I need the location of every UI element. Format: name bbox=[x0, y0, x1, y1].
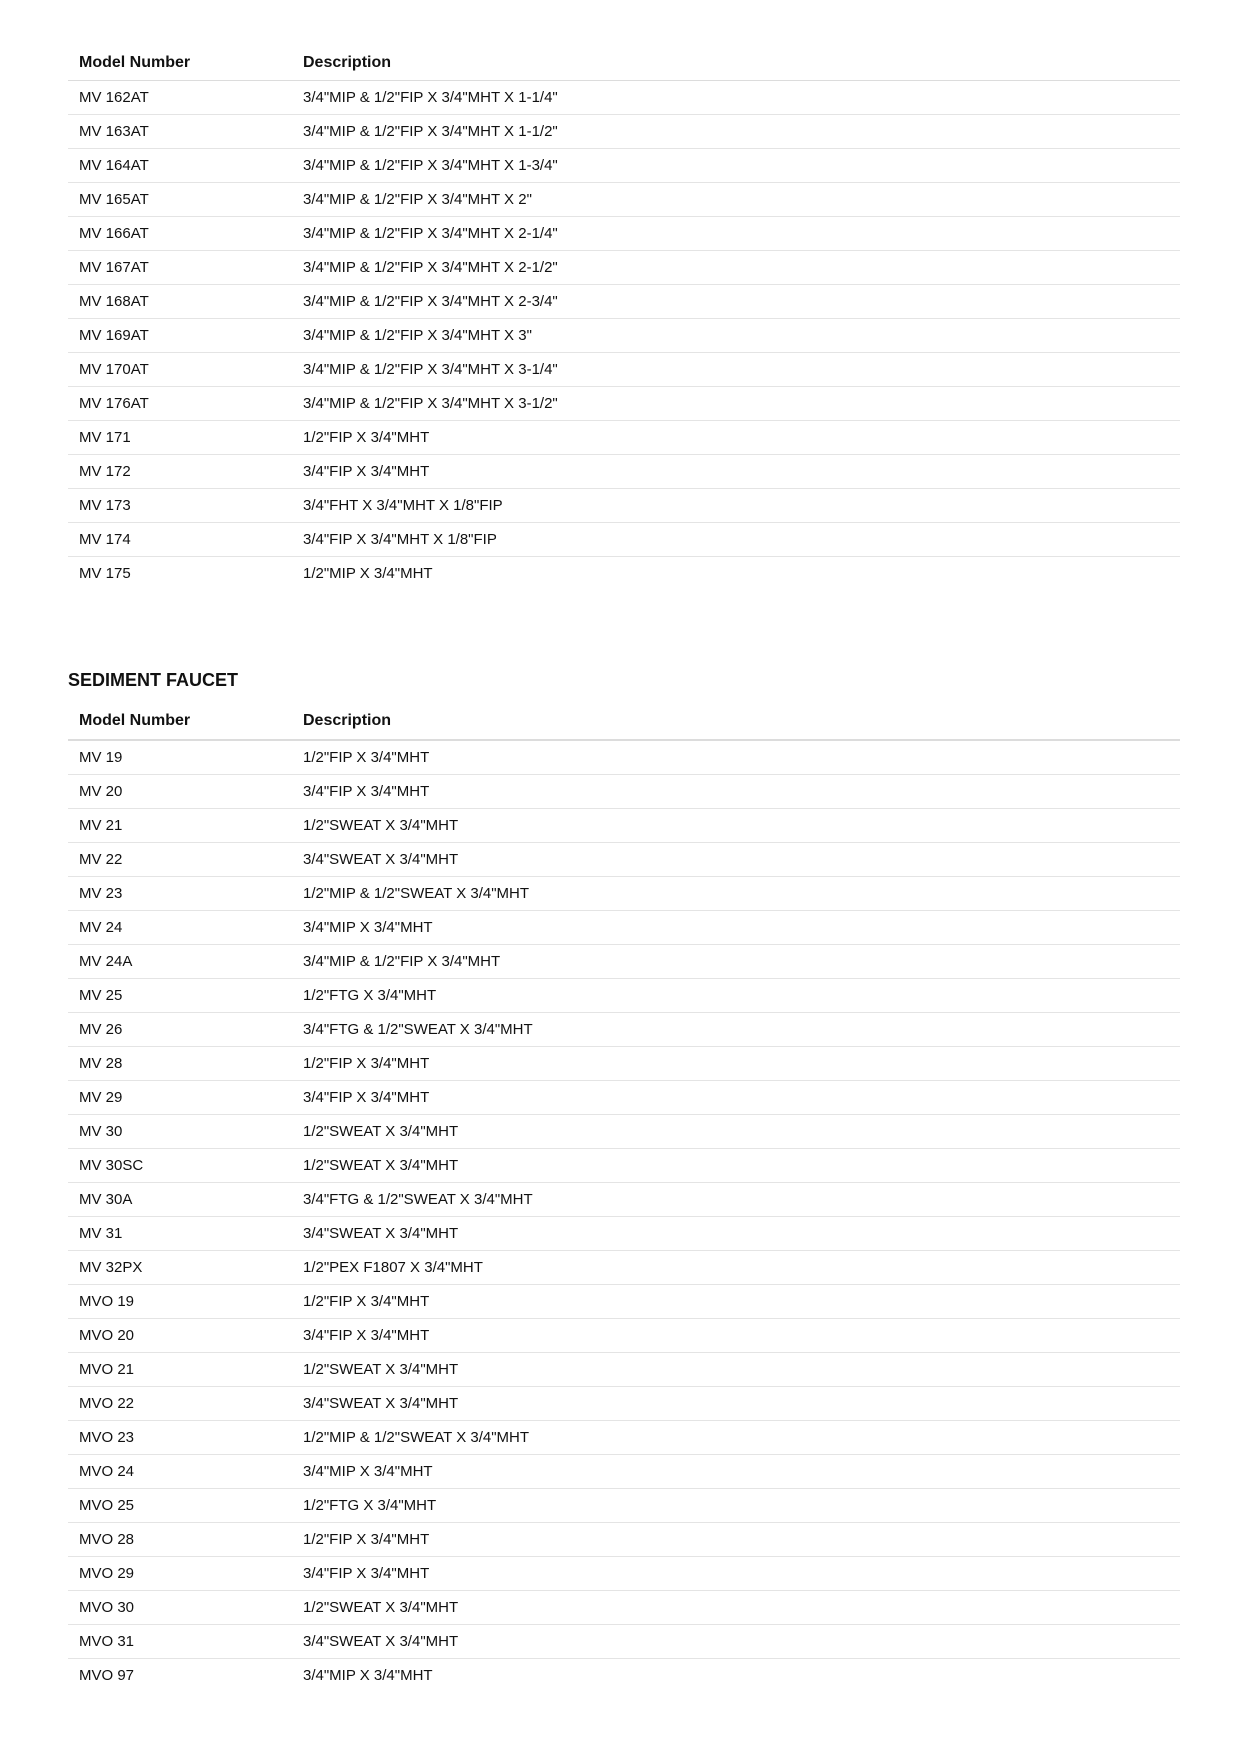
table-row bbox=[68, 843, 1180, 877]
model-number-cell: MV 30 bbox=[68, 1115, 292, 1149]
table-row bbox=[68, 81, 1180, 115]
model-number-cell: MV 169AT bbox=[68, 319, 292, 353]
model-number-cell: MV 25 bbox=[68, 979, 292, 1013]
model-number-cell: MV 171 bbox=[68, 421, 292, 455]
model-number-cell: MV 26 bbox=[68, 1013, 292, 1047]
table-row bbox=[68, 1625, 1180, 1659]
document-page bbox=[68, 46, 1180, 1692]
description-header: Description bbox=[292, 703, 1180, 740]
model-number-cell: MV 32PX bbox=[68, 1251, 292, 1285]
description-cell: 3/4"FIP X 3/4"MHT bbox=[292, 1081, 1180, 1115]
table-row bbox=[68, 1285, 1180, 1319]
table-row bbox=[68, 1591, 1180, 1625]
model-number-cell: MV 168AT bbox=[68, 285, 292, 319]
model-number-cell: MVO 24 bbox=[68, 1455, 292, 1489]
description-cell: 3/4"FHT X 3/4"MHT X 1/8"FIP bbox=[292, 489, 1180, 523]
table-header-row bbox=[68, 46, 1180, 81]
model-number-cell: MV 20 bbox=[68, 775, 292, 809]
description-cell: 3/4"MIP & 1/2"FIP X 3/4"MHT X 2-3/4" bbox=[292, 285, 1180, 319]
model-number-header: Model Number bbox=[68, 46, 292, 81]
table-row bbox=[68, 455, 1180, 489]
description-cell: 3/4"SWEAT X 3/4"MHT bbox=[292, 1217, 1180, 1251]
model-number-cell: MV 19 bbox=[68, 740, 292, 775]
model-number-cell: MVO 23 bbox=[68, 1421, 292, 1455]
description-cell: 1/2"FIP X 3/4"MHT bbox=[292, 1047, 1180, 1081]
description-cell: 3/4"FTG & 1/2"SWEAT X 3/4"MHT bbox=[292, 1013, 1180, 1047]
model-number-cell: MV 173 bbox=[68, 489, 292, 523]
description-cell: 1/2"SWEAT X 3/4"MHT bbox=[292, 1353, 1180, 1387]
model-number-cell: MVO 30 bbox=[68, 1591, 292, 1625]
table-row bbox=[68, 1489, 1180, 1523]
description-cell: 3/4"MIP & 1/2"FIP X 3/4"MHT X 3-1/2" bbox=[292, 387, 1180, 421]
description-cell: 3/4"MIP & 1/2"FIP X 3/4"MHT X 1-3/4" bbox=[292, 149, 1180, 183]
description-header: Description bbox=[292, 46, 1180, 81]
table-row bbox=[68, 285, 1180, 319]
table-row bbox=[68, 1183, 1180, 1217]
model-number-cell: MV 29 bbox=[68, 1081, 292, 1115]
model-number-cell: MV 23 bbox=[68, 877, 292, 911]
model-number-cell: MVO 20 bbox=[68, 1319, 292, 1353]
description-cell: 3/4"MIP & 1/2"FIP X 3/4"MHT X 1-1/2" bbox=[292, 115, 1180, 149]
description-cell: 1/2"MIP & 1/2"SWEAT X 3/4"MHT bbox=[292, 1421, 1180, 1455]
table-row bbox=[68, 740, 1180, 775]
table-row bbox=[68, 1217, 1180, 1251]
table-row bbox=[68, 353, 1180, 387]
model-number-cell: MV 174 bbox=[68, 523, 292, 557]
table-row bbox=[68, 489, 1180, 523]
description-cell: 3/4"FTG & 1/2"SWEAT X 3/4"MHT bbox=[292, 1183, 1180, 1217]
model-number-cell: MV 162AT bbox=[68, 81, 292, 115]
description-cell: 1/2"PEX F1807 X 3/4"MHT bbox=[292, 1251, 1180, 1285]
table-row bbox=[68, 775, 1180, 809]
model-table bbox=[68, 46, 1180, 590]
model-number-cell: MV 175 bbox=[79, 565, 131, 582]
model-number-cell: MV 31 bbox=[68, 1217, 292, 1251]
model-number-cell: MVO 29 bbox=[68, 1557, 292, 1591]
section-title-sediment-faucet: SEDIMENT FAUCET bbox=[68, 670, 239, 690]
description-cell: 1/2"FIP X 3/4"MHT bbox=[292, 1285, 1180, 1319]
model-number-cell: MV 166AT bbox=[68, 217, 292, 251]
table-row bbox=[68, 183, 1180, 217]
table-row bbox=[68, 877, 1180, 911]
description-cell: 3/4"FIP X 3/4"MHT X 1/8"FIP bbox=[292, 523, 1180, 557]
model-number-cell: MV 24A bbox=[68, 945, 292, 979]
description-cell: 3/4"FIP X 3/4"MHT bbox=[292, 775, 1180, 809]
table-row bbox=[68, 911, 1180, 945]
description-cell: 3/4"MIP & 1/2"FIP X 3/4"MHT bbox=[292, 945, 1180, 979]
description-cell: 1/2"SWEAT X 3/4"MHT bbox=[292, 1149, 1180, 1183]
description-cell: 1/2"FTG X 3/4"MHT bbox=[292, 1489, 1180, 1523]
sediment-faucet-table-body bbox=[68, 740, 1180, 1692]
description-cell: 3/4"MIP & 1/2"FIP X 3/4"MHT X 3" bbox=[292, 319, 1180, 353]
table-row bbox=[68, 319, 1180, 353]
table-row bbox=[68, 251, 1180, 285]
table-row bbox=[68, 1251, 1180, 1285]
model-number-cell: MV 24 bbox=[68, 911, 292, 945]
table-row bbox=[68, 523, 1180, 557]
model-number-header: Model Number bbox=[68, 703, 292, 740]
model-number-cell: MV 176AT bbox=[68, 387, 292, 421]
table-row bbox=[68, 557, 1180, 591]
table-row bbox=[68, 1557, 1180, 1591]
model-number-cell: MVO 19 bbox=[68, 1285, 292, 1319]
description-cell: 1/2"FIP X 3/4"MHT bbox=[292, 421, 1180, 455]
table-row bbox=[68, 1115, 1180, 1149]
model-number-cell: MV 167AT bbox=[68, 251, 292, 285]
model-number-cell: MV 22 bbox=[68, 843, 292, 877]
table-row bbox=[68, 1149, 1180, 1183]
table-row bbox=[68, 1047, 1180, 1081]
model-number-cell: MVO 25 bbox=[68, 1489, 292, 1523]
model-number-cell: MVO 22 bbox=[68, 1387, 292, 1421]
model-table-body bbox=[68, 81, 1180, 591]
description-cell: 1/2"SWEAT X 3/4"MHT bbox=[292, 1591, 1180, 1625]
description-cell: 3/4"FIP X 3/4"MHT bbox=[292, 1319, 1180, 1353]
description-cell: 1/2"MIP X 3/4"MHT bbox=[303, 565, 433, 582]
model-number-cell: MVO 21 bbox=[68, 1353, 292, 1387]
model-number-cell: MV 28 bbox=[68, 1047, 292, 1081]
table-row bbox=[68, 1013, 1180, 1047]
model-number-cell: MV 30SC bbox=[68, 1149, 292, 1183]
sediment-faucet-table bbox=[68, 703, 1180, 1692]
table-row bbox=[68, 809, 1180, 843]
model-number-cell: MVO 31 bbox=[68, 1625, 292, 1659]
model-number-cell: MVO 28 bbox=[68, 1523, 292, 1557]
description-cell: 1/2"FIP X 3/4"MHT bbox=[292, 1523, 1180, 1557]
table-row bbox=[68, 1421, 1180, 1455]
table-header-row bbox=[68, 703, 1180, 740]
description-cell: 3/4"MIP & 1/2"FIP X 3/4"MHT X 2" bbox=[292, 183, 1180, 217]
description-cell: 3/4"MIP X 3/4"MHT bbox=[292, 1455, 1180, 1489]
description-cell: 1/2"FTG X 3/4"MHT bbox=[292, 979, 1180, 1013]
table-row bbox=[68, 1455, 1180, 1489]
description-cell: 1/2"FIP X 3/4"MHT bbox=[292, 740, 1180, 775]
table-row bbox=[68, 979, 1180, 1013]
description-cell: 3/4"SWEAT X 3/4"MHT bbox=[292, 1625, 1180, 1659]
table-row bbox=[68, 149, 1180, 183]
description-cell: 3/4"SWEAT X 3/4"MHT bbox=[292, 843, 1180, 877]
description-cell: 3/4"MIP & 1/2"FIP X 3/4"MHT X 1-1/4" bbox=[292, 81, 1180, 115]
description-cell: 3/4"MIP & 1/2"FIP X 3/4"MHT X 3-1/4" bbox=[292, 353, 1180, 387]
description-cell: 3/4"FIP X 3/4"MHT bbox=[292, 1557, 1180, 1591]
model-number-cell: MV 163AT bbox=[68, 115, 292, 149]
description-cell: 3/4"MIP X 3/4"MHT bbox=[292, 911, 1180, 945]
description-cell: 1/2"SWEAT X 3/4"MHT bbox=[292, 1115, 1180, 1149]
description-cell: 1/2"SWEAT X 3/4"MHT bbox=[292, 809, 1180, 843]
model-number-cell: MV 21 bbox=[68, 809, 292, 843]
table-row bbox=[68, 945, 1180, 979]
description-cell: 3/4"SWEAT X 3/4"MHT bbox=[292, 1387, 1180, 1421]
table-row bbox=[68, 1081, 1180, 1115]
model-number-cell: MV 170AT bbox=[68, 353, 292, 387]
model-number-cell: MV 30A bbox=[68, 1183, 292, 1217]
table-row bbox=[68, 421, 1180, 455]
description-cell: 3/4"MIP & 1/2"FIP X 3/4"MHT X 2-1/4" bbox=[292, 217, 1180, 251]
table-row bbox=[68, 115, 1180, 149]
table-row bbox=[68, 1523, 1180, 1557]
model-number-cell: MV 165AT bbox=[68, 183, 292, 217]
table-row bbox=[68, 387, 1180, 421]
description-cell: 3/4"FIP X 3/4"MHT bbox=[292, 455, 1180, 489]
table-row bbox=[68, 1659, 1180, 1693]
table-row bbox=[68, 1319, 1180, 1353]
model-number-cell: MVO 97 bbox=[79, 1667, 135, 1684]
table-row bbox=[68, 217, 1180, 251]
description-cell: 3/4"MIP & 1/2"FIP X 3/4"MHT X 2-1/2" bbox=[292, 251, 1180, 285]
description-cell: 3/4"MIP X 3/4"MHT bbox=[303, 1667, 433, 1684]
model-number-cell: MV 172 bbox=[68, 455, 292, 489]
table-row bbox=[68, 1353, 1180, 1387]
table-row bbox=[68, 1387, 1180, 1421]
model-number-cell: MV 164AT bbox=[68, 149, 292, 183]
description-cell: 1/2"MIP & 1/2"SWEAT X 3/4"MHT bbox=[292, 877, 1180, 911]
